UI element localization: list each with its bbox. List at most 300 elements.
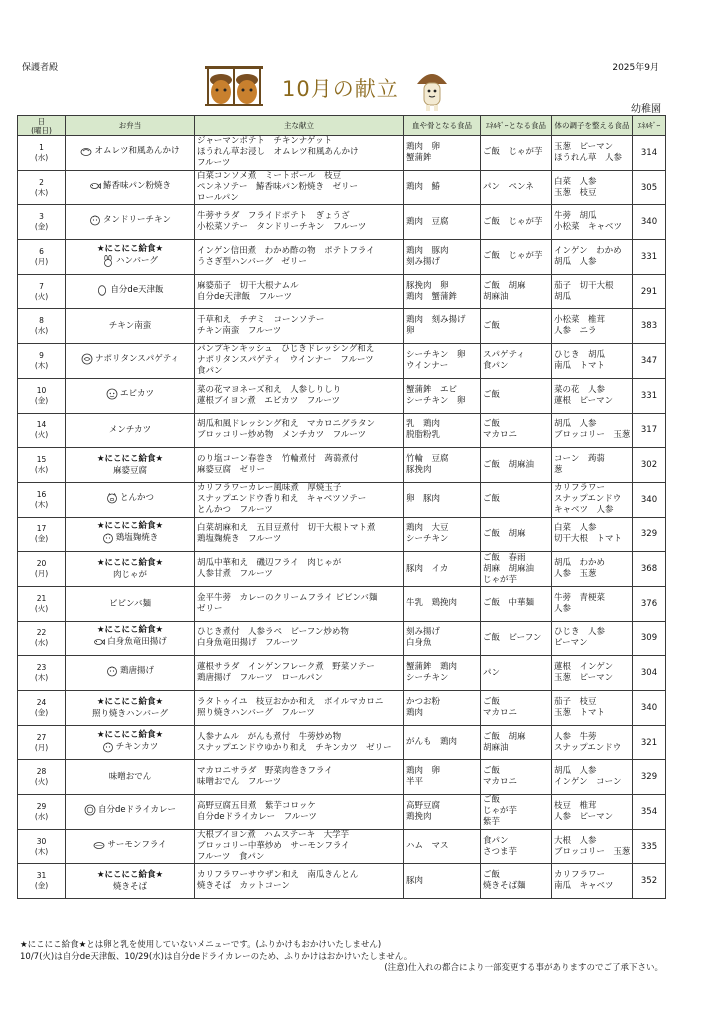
date-cell <box>18 448 66 483</box>
energy-food-cell <box>481 552 552 587</box>
table-row <box>18 725 666 760</box>
date-cell <box>18 344 66 379</box>
energy-food-cell <box>481 448 552 483</box>
cell-line: 鶏肉 鰆 <box>406 182 441 193</box>
cell-line: 卵 豚肉 <box>406 494 441 505</box>
cell-line: ご飯 <box>483 320 501 331</box>
cell-line: ウインナー <box>406 360 449 371</box>
body-food-cell <box>552 656 633 691</box>
salmon-icon <box>93 839 105 851</box>
cell-line: がんも 鶏肉 <box>406 737 458 748</box>
cell-line: ご飯 <box>483 419 501 430</box>
cell-line: 金平牛蒡 カレーのクリームフライ ビビンバ麺 <box>197 592 378 603</box>
day-of-week: (月) <box>34 742 49 752</box>
cell-line: ご飯 中華麺 <box>483 598 535 609</box>
table-row <box>18 760 666 795</box>
bento-label <box>81 353 179 365</box>
cell-line: 白身魚竜田揚げ フルーツ <box>197 638 299 649</box>
menu-cell <box>195 864 404 899</box>
cell-line: パンプキンキッシュ ひじきドレッシング和え <box>197 344 375 355</box>
blood-food-cell <box>404 691 481 726</box>
cell-line: ブロッコリー中華炒め サーモンフライ <box>197 841 350 852</box>
cell-line: マカロニ <box>483 430 518 441</box>
cell-line: 白菜 人参 <box>554 523 597 534</box>
col-header-bento: お弁当 <box>66 116 195 136</box>
cell-line: 鶏肉 豆腐 <box>406 216 449 227</box>
cell-line: ご飯 春雨 <box>483 552 526 563</box>
rabbit-icon <box>102 255 114 267</box>
curry-icon <box>84 804 96 816</box>
cell-line: 味噌おでん フルーツ <box>197 777 282 788</box>
cell-line: ブロッコリー 玉葱 <box>554 430 631 441</box>
blood-food-cell <box>404 482 481 517</box>
day-number: 28 <box>36 767 47 777</box>
cell-line: パン ペンネ <box>483 182 534 193</box>
footer-note-furikake: 10/7(火)は自分de天津飯、10/29(水)は自分deドライカレーのため、ふりかけはおかけいたしません。 <box>20 952 413 962</box>
cell-line: 刻み揚げ <box>406 256 441 267</box>
day-number: 22 <box>36 628 47 638</box>
cell-line: カリフラワー <box>554 483 606 494</box>
table-row <box>18 691 666 726</box>
cell-line: 照り焼きハンバーグ フルーツ <box>197 707 315 718</box>
cell-line: 半平 <box>406 777 424 788</box>
bento-name: 麻婆豆腐 <box>112 466 147 477</box>
menu-cell <box>195 274 404 309</box>
blood-food-cell <box>404 309 481 344</box>
cell-line: 胡麻 胡麻油 <box>483 563 535 574</box>
cell-line: シーチキン 卵 <box>406 395 466 406</box>
cell-line: 人参 <box>554 603 572 614</box>
cell-line: ブロッコリー 玉葱 <box>554 846 631 857</box>
cell-line: ご飯 胡麻 <box>483 731 526 742</box>
kcal-cell: 376 <box>633 586 666 621</box>
blood-food-cell <box>404 136 481 171</box>
date-cell <box>18 795 66 830</box>
cell-line: 食パン <box>483 835 509 846</box>
day-of-week: (金) <box>34 222 49 232</box>
table-row <box>18 344 666 379</box>
bento-name: 肉じゃが <box>112 570 147 581</box>
cell-line: スナップエンドウ <box>554 494 622 505</box>
cell-line: 鶏肉 <box>406 707 424 718</box>
special-menu-badge: ★にこにこ給食★ <box>96 729 164 740</box>
energy-food-cell <box>481 309 552 344</box>
egg-icon <box>96 284 108 296</box>
blood-food-cell <box>404 760 481 795</box>
cell-line: マカロニサラダ 野菜肉巻きフライ <box>197 766 333 777</box>
cell-line: 人参 ニラ <box>554 326 597 337</box>
col-header-energy-food: ｴﾈﾙｷﾞｰとなる食品 <box>481 116 552 136</box>
day-of-week: (月) <box>34 569 49 579</box>
cell-line: 高野豆腐五目煮 紫芋コロッケ <box>197 800 316 811</box>
energy-food-cell <box>481 725 552 760</box>
energy-food-cell <box>481 656 552 691</box>
bento-name: ハンバーグ <box>116 255 158 266</box>
bento-label <box>109 320 151 332</box>
chicken-icon <box>102 532 114 544</box>
body-food-cell <box>552 344 633 379</box>
cell-line: ご飯 じゃが芋 <box>483 147 543 158</box>
day-number: 16 <box>36 489 47 499</box>
kcal-cell: 329 <box>633 517 666 552</box>
body-food-cell <box>552 136 633 171</box>
date-cell <box>18 656 66 691</box>
cell-line: ひじき 人参 <box>554 627 606 638</box>
energy-food-cell <box>481 413 552 448</box>
day-of-week: (金) <box>34 707 49 717</box>
cell-line: スナップエンドウゆかり和え チキンカツ ゼリー <box>197 742 392 753</box>
kcal-cell: 321 <box>633 725 666 760</box>
blood-food-cell <box>404 344 481 379</box>
cell-line: ご飯 <box>483 870 501 881</box>
bento-name: サーモンフライ <box>107 839 167 850</box>
cell-line: 紫芋 <box>483 817 501 828</box>
menu-cell <box>195 552 404 587</box>
cell-line: 白菜胡麻和え 五目豆煮付 切干大根トマト煮 <box>197 523 376 534</box>
day-of-week: (木) <box>34 187 49 197</box>
cell-line: 蓮根サラダ インゲンフレーク煮 野菜ソテー <box>197 662 375 673</box>
energy-food-cell <box>481 274 552 309</box>
cell-line: ご飯 胡麻 <box>483 528 526 539</box>
table-row <box>18 448 666 483</box>
shrimp-icon <box>106 388 118 400</box>
cell-line: 枝豆 椎茸 <box>554 800 597 811</box>
bento-name: チキンカツ <box>115 741 159 752</box>
blood-food-cell <box>404 552 481 587</box>
table-row <box>18 482 666 517</box>
special-menu-badge: ★にこにこ給食★ <box>96 696 164 707</box>
bento-label <box>109 424 151 436</box>
school-name: 幼稚園 <box>631 104 661 115</box>
bento-cell <box>66 482 195 517</box>
cell-line: 胡瓜 人参 <box>554 419 597 430</box>
energy-food-cell <box>481 482 552 517</box>
day-of-week: (水) <box>34 811 49 821</box>
cell-line: 菜の花 人参 <box>554 384 606 395</box>
cell-line: 脱脂粉乳 <box>406 430 441 441</box>
body-food-cell <box>552 621 633 656</box>
mushroom-character-icon <box>415 66 449 112</box>
special-menu-badge: ★にこにこ給食★ <box>96 521 164 532</box>
bento-label <box>92 708 168 720</box>
menu-cell <box>195 586 404 621</box>
cell-line: マカロニ <box>483 707 518 718</box>
day-number: 10 <box>36 385 47 395</box>
cell-line: 鶏肉 大豆 <box>406 523 449 534</box>
bento-name: 白身魚竜田揚げ <box>107 637 167 648</box>
cell-line: 豚挽肉 <box>406 465 432 476</box>
energy-food-cell <box>481 205 552 240</box>
cell-line: 胡瓜中華和え 磯辺フライ 肉じゃが <box>197 558 342 569</box>
day-of-week: (木) <box>34 360 49 370</box>
footer-note-disclaimer: (注意)仕入れの都合により一部変更する事がありますのでご了承下さい。 <box>384 963 663 973</box>
cell-line: キャベツ 人参 <box>554 505 614 516</box>
cell-line: スナップエンドウ香り和え キャベツソテー <box>197 494 367 505</box>
cell-line: 蓮根ブイヨン煮 エビカツ フルーツ <box>197 395 341 406</box>
body-food-cell <box>552 552 633 587</box>
blood-food-cell <box>404 795 481 830</box>
cell-line: ロールパン <box>197 193 239 204</box>
kcal-cell: 352 <box>633 864 666 899</box>
kcal-cell: 314 <box>633 136 666 171</box>
table-row <box>18 656 666 691</box>
cell-line: チキン南蛮 フルーツ <box>197 326 282 337</box>
bento-label <box>113 465 147 477</box>
cell-line: ご飯 <box>483 766 501 777</box>
energy-food-cell <box>481 760 552 795</box>
blood-food-cell <box>404 378 481 413</box>
day-number: 1 <box>39 142 44 152</box>
bento-name: チキン南蛮 <box>108 321 152 332</box>
cell-line: 菜の花マヨネーズ和え 人参しりしり <box>197 384 342 395</box>
date-cell <box>18 864 66 899</box>
menu-table <box>17 115 666 899</box>
cell-line: 葱 <box>554 465 563 476</box>
cell-line: インゲン コーン <box>554 777 622 788</box>
energy-food-cell <box>481 691 552 726</box>
cell-line: 玉葱 ピーマン <box>554 673 614 684</box>
table-row <box>18 413 666 448</box>
cell-line: 蓮根 インゲン <box>554 662 614 673</box>
cell-line: 白身魚 <box>406 638 432 649</box>
day-of-week: (火) <box>34 603 49 613</box>
date-cell <box>18 240 66 275</box>
cell-line: 豚肉 イカ <box>406 563 449 574</box>
special-menu-badge: ★にこにこ給食★ <box>96 558 164 569</box>
cell-line: 南瓜 トマト <box>554 360 606 371</box>
blood-food-cell <box>404 656 481 691</box>
cell-line: 食パン <box>483 360 509 371</box>
cell-line: じゃが芋 <box>483 806 518 817</box>
day-number: 3 <box>39 212 44 222</box>
cell-line: ゼリー <box>197 603 223 614</box>
cell-line: 小松菜 キャベツ <box>554 222 623 233</box>
kcal-cell: 340 <box>633 482 666 517</box>
bento-cell <box>66 795 195 830</box>
recipient-label: 保護者殿 <box>22 63 59 73</box>
body-food-cell <box>552 760 633 795</box>
bento-label <box>93 839 166 851</box>
date-cell <box>18 378 66 413</box>
kcal-cell: 340 <box>633 205 666 240</box>
day-of-week: (水) <box>34 326 49 336</box>
menu-cell <box>195 482 404 517</box>
bento-cell <box>66 829 195 864</box>
cell-line: 小松菜ソテー タンドリーチキン フルーツ <box>197 222 367 233</box>
body-food-cell <box>552 205 633 240</box>
menu-cell <box>195 378 404 413</box>
kcal-cell: 305 <box>633 170 666 205</box>
day-of-week: (金) <box>34 881 49 891</box>
day-of-week: (金) <box>34 395 49 405</box>
day-number: 24 <box>36 697 47 707</box>
cell-line: ひじき煮付 人参ラペ ビーフン炒め物 <box>197 627 349 638</box>
bento-label <box>96 284 163 296</box>
bento-cell <box>66 448 195 483</box>
cell-line: 人参 玉葱 <box>554 569 597 580</box>
menu-cell <box>195 344 404 379</box>
cell-line: パン <box>483 667 501 678</box>
bento-cell <box>66 760 195 795</box>
cell-line: ラタトゥイユ 枝豆おかか和え ボイルマカロニ <box>197 696 384 707</box>
menu-cell <box>195 309 404 344</box>
bento-name: 自分deドライカレー <box>97 804 177 815</box>
date-cell <box>18 309 66 344</box>
cell-line: カリフラワーカレー風味煮 厚焼玉子 <box>197 483 342 494</box>
cell-line: とんかつ フルーツ <box>197 505 273 516</box>
bento-cell <box>66 517 195 552</box>
cell-line: 胡麻油 <box>483 291 509 302</box>
day-number: 20 <box>36 559 47 569</box>
cell-line: 白菜コンソメ煮 ミートボール 枝豆 <box>197 171 342 182</box>
bento-label <box>113 881 147 893</box>
cell-line: 牛蒡 青梗菜 <box>554 592 606 603</box>
cell-line: 人参 牛蒡 <box>554 731 597 742</box>
bento-cell <box>66 205 195 240</box>
col-header-kcal: ｴﾈﾙｷﾞｰ <box>633 116 666 136</box>
energy-food-cell <box>481 136 552 171</box>
blood-food-cell <box>404 621 481 656</box>
date-cell <box>18 552 66 587</box>
omelet-icon <box>80 145 92 157</box>
bento-name: 鶏唐揚げ <box>119 666 154 677</box>
bento-cell <box>66 586 195 621</box>
table-row <box>18 552 666 587</box>
day-number: 6 <box>39 246 44 256</box>
cell-line: 胡麻油 <box>483 742 509 753</box>
bento-name: 鶏塩麹焼き <box>115 533 159 544</box>
col-header-date: 日 (曜日) <box>18 116 66 136</box>
body-food-cell <box>552 240 633 275</box>
cell-line: 蟹蒲鉾 鶏肉 <box>406 662 458 673</box>
cell-line: 蓮根 ピーマン <box>554 395 614 406</box>
cell-line: 人参甘煮 フルーツ <box>197 569 273 580</box>
bento-cell <box>66 621 195 656</box>
cell-line: マカロニ <box>483 777 518 788</box>
kcal-cell: 329 <box>633 760 666 795</box>
chicken-icon <box>89 214 101 226</box>
body-food-cell <box>552 482 633 517</box>
cell-line: 胡瓜和風ドレッシング和え マカロニグラタン <box>197 419 375 430</box>
acorn-characters-icon <box>203 64 265 108</box>
blood-food-cell <box>404 170 481 205</box>
pig-icon <box>106 492 118 504</box>
table-row <box>18 864 666 899</box>
energy-food-cell <box>481 864 552 899</box>
cell-line: 蟹蒲鉾 <box>406 152 432 163</box>
blood-food-cell <box>404 586 481 621</box>
menu-cell <box>195 240 404 275</box>
cell-line: ご飯 <box>483 795 501 806</box>
table-row <box>18 309 666 344</box>
bento-label <box>93 636 167 648</box>
blood-food-cell <box>404 205 481 240</box>
cell-line: 大根 人参 <box>554 835 597 846</box>
kcal-cell: 304 <box>633 656 666 691</box>
date-cell <box>18 829 66 864</box>
menu-cell <box>195 621 404 656</box>
cell-line: 蟹蒲鉾 エビ <box>406 384 458 395</box>
menu-cell <box>195 691 404 726</box>
cell-line: 胡瓜 わかめ <box>554 558 606 569</box>
cell-line: 玉葱 枝豆 <box>554 187 597 198</box>
cell-line: 豚挽肉 卵 <box>406 280 449 291</box>
bento-name: とんかつ <box>119 492 154 503</box>
bento-name: ビビンバ麺 <box>109 598 151 609</box>
body-food-cell <box>552 309 633 344</box>
bento-cell <box>66 656 195 691</box>
cell-line: ご飯 じゃが芋 <box>483 251 543 262</box>
body-food-cell <box>552 864 633 899</box>
day-number: 31 <box>36 871 47 881</box>
bento-cell <box>66 864 195 899</box>
bento-name: 味噌おでん <box>108 772 152 783</box>
menu-cell <box>195 656 404 691</box>
cell-line: 千草和え チヂミ コーンソテー <box>197 315 325 326</box>
cell-line: 玉葱 ピーマン <box>554 141 614 152</box>
blood-food-cell <box>404 829 481 864</box>
kcal-cell: 340 <box>633 691 666 726</box>
cell-line: 鶏肉 蟹蒲鉾 <box>406 291 458 302</box>
kcal-cell: 383 <box>633 309 666 344</box>
cell-line: 大根ブイヨン煮 ハムステーキ 大学芋 <box>197 830 350 841</box>
day-number: 21 <box>36 593 47 603</box>
menu-cell <box>195 205 404 240</box>
day-number: 29 <box>36 801 47 811</box>
day-number: 2 <box>39 177 44 187</box>
blood-food-cell <box>404 413 481 448</box>
cell-line: 竹輪 豆腐 <box>406 454 449 465</box>
cell-line: かつお粉 <box>406 696 441 707</box>
cell-line: ナポリタンスパゲティ ウインナー フルーツ <box>197 355 374 366</box>
table-row <box>18 829 666 864</box>
cell-line: ご飯 胡麻油 <box>483 459 535 470</box>
blood-food-cell <box>404 725 481 760</box>
cell-line: 鶏肉 刻み揚げ <box>406 315 466 326</box>
bento-name: 鰆香味パン粉焼き <box>102 180 171 191</box>
cell-line: インゲン わかめ <box>554 245 622 256</box>
cell-line: 鶏挽肉 <box>406 811 432 822</box>
energy-food-cell <box>481 829 552 864</box>
special-menu-badge: ★にこにこ給食★ <box>96 243 164 254</box>
day-number: 15 <box>36 455 47 465</box>
issue-date: 2025年9月 <box>612 63 659 73</box>
table-row <box>18 517 666 552</box>
bento-cell <box>66 240 195 275</box>
menu-cell <box>195 829 404 864</box>
kcal-cell: 368 <box>633 552 666 587</box>
special-menu-badge: ★にこにこ給食★ <box>96 625 164 636</box>
day-of-week: (木) <box>34 499 49 509</box>
kcal-cell: 291 <box>633 274 666 309</box>
day-of-week: (水) <box>34 465 49 475</box>
cell-line: ほうれん草お浸し オムレツ和風あんかけ <box>197 147 359 158</box>
bento-label <box>89 180 171 192</box>
cell-line: 麻婆茄子 切干大根ナムル <box>197 280 299 291</box>
kcal-cell: 335 <box>633 829 666 864</box>
cell-line: 豚肉 <box>406 875 424 886</box>
body-food-cell <box>552 725 633 760</box>
day-of-week: (木) <box>34 846 49 856</box>
energy-food-cell <box>481 795 552 830</box>
cell-line: 牛乳 鶏挽肉 <box>406 598 458 609</box>
bento-name: ナポリタンスパゲティ <box>94 353 180 364</box>
bento-label <box>113 569 147 581</box>
cell-line: 南瓜 キャベツ <box>554 881 614 892</box>
cell-line: コーン 蒟蒻 <box>554 454 605 465</box>
menu-cell <box>195 170 404 205</box>
day-of-week: (金) <box>34 534 49 544</box>
